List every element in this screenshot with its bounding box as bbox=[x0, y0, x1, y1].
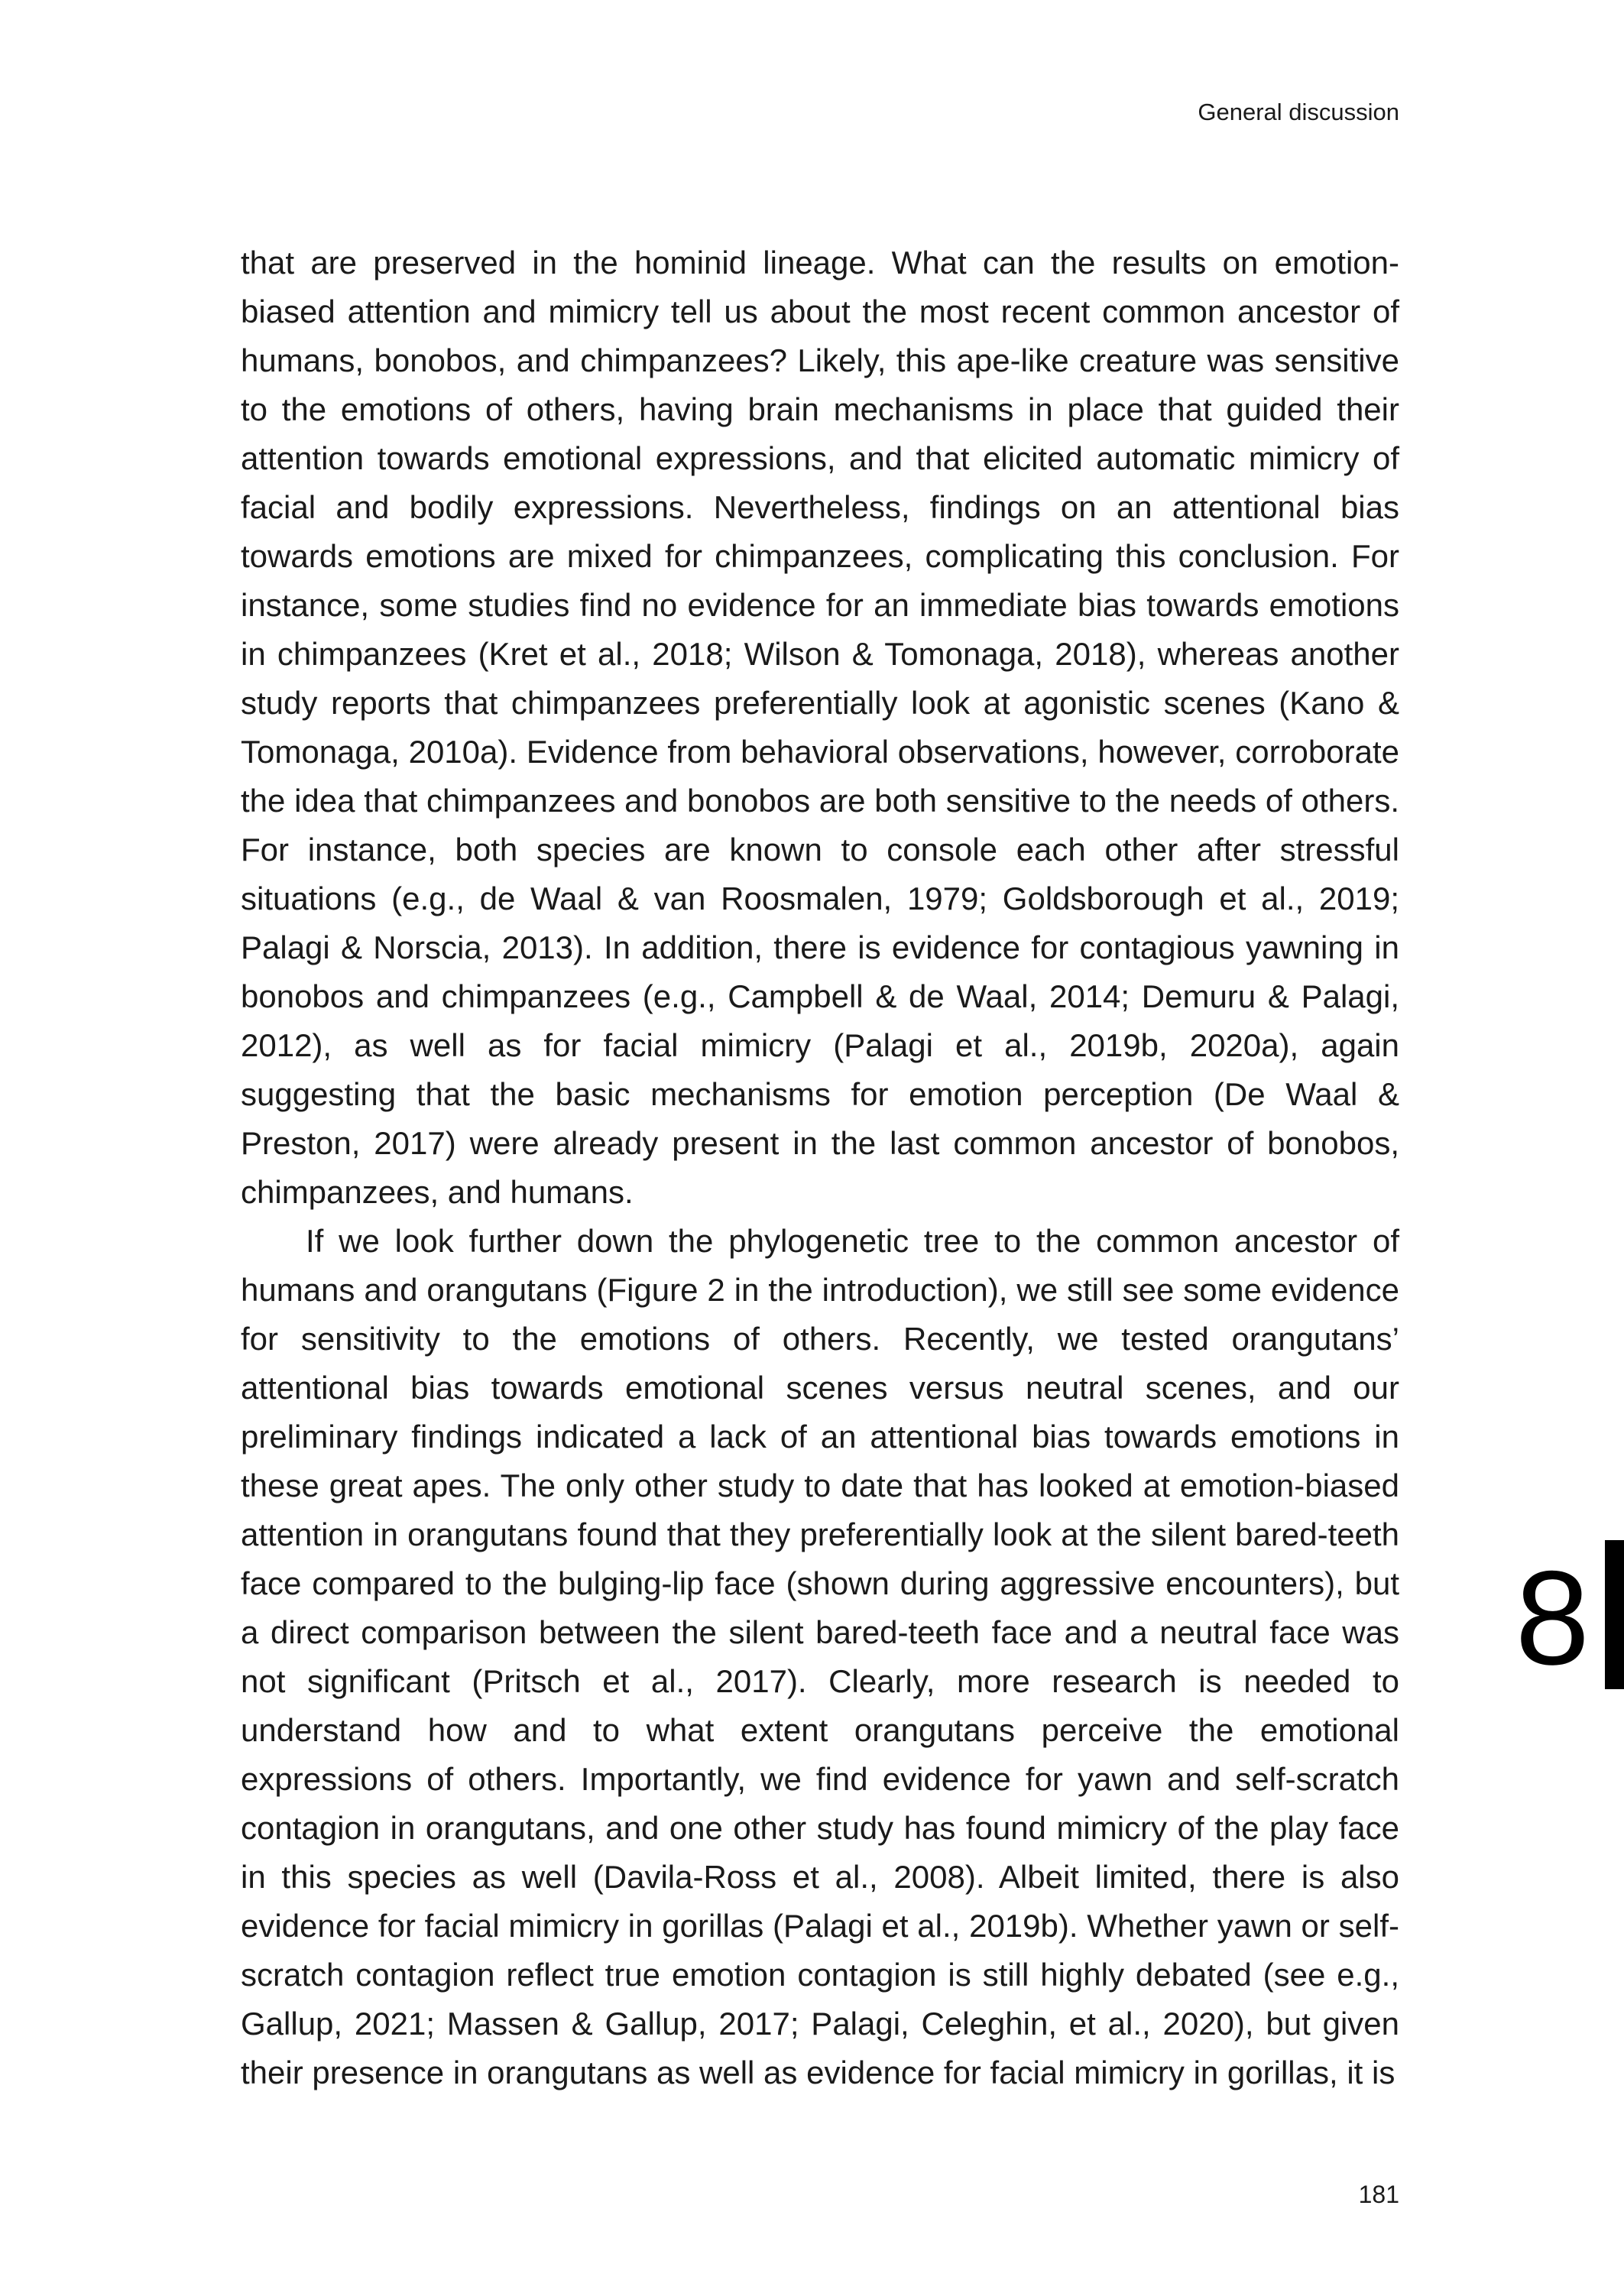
chapter-tab-bar bbox=[1605, 1540, 1624, 1689]
paragraph-1: that are preserved in the hominid lineage. What can the results on emotion-biased attention and mimicry tell us about the most recent common ancestor of humans, bonobos, and chimpanzees? Likely, this ape-like creature was sensitive to the emotions of others, having brain mechanisms in place that guided their attention towards emotional expressions, and that elicited automatic mimicry of facial and bodily expressions. Nevertheless, findings on an attentional bias towards emotions are mixed for chimpanzees, complicating this conclusion. For instance, some studies find no evidence for an immediate bias towards emotions in chimpanzees (Kret et al., 2018; Wilson & Tomonaga, 2018), whereas another study reports that chimpanzees preferentially look at agonistic scenes (Kano & Tomonaga, 2010a). Evidence from behavioral observations, however, corroborate the idea that chimpanzees and bonobos are both sensitive to the needs of others. For instance, both species are known to console each other after stressful situations (e.g., de Waal & van Roosmalen, 1979; Goldsborough et al., 2019; Palagi & Norscia, 2013). In addition, there is evidence for contagious yawning in bonobos and chimpanzees (e.g., Campbell & de Waal, 2014; Demuru & Palagi, 2012), as well as for facial mimicry (Palagi et al., 2019b, 2020a), again suggesting that the basic mechanisms for emotion perception (De Waal & Preston, 2017) were already present in the last common ancestor of bonobos, chimpanzees, and humans. bbox=[241, 245, 1399, 1210]
chapter-number: 8 bbox=[1515, 1544, 1590, 1693]
page-number: 181 bbox=[1358, 2181, 1399, 2208]
paragraph-2: If we look further down the phylogenetic tree to the common ancestor of humans and orangutans (Figure 2 in the introduction), we still see some evidence for sensitivity to the emotions of others. Recently, we tested orangutans’ attentional bias towards emotional scenes versus neutral scenes, and our preliminary findings indicated a lack of an attentional bias towards emotions in these great apes. The only other study to date that has looked at emotion-biased attention in orangutans found that they preferentially look at the silent bared-teeth face compared to the bulging-lip face (shown during aggressive encounters), but a direct comparison between the silent bared-teeth face and a neutral face was not significant (Pritsch et al., 2017). Clearly, more research is needed to understand how and to what extent orangutans perceive the emotional expressions of others. Importantly, we find evidence for yawn and self-scratch contagion in orangutans, and one other study has found mimicry of the play face in this species as well (Davila-Ross et al., 2008). Albeit limited, there is also evidence for facial mimicry in gorillas (Palagi et al., 2019b). Whether yawn or self-scratch contagion reflect true emotion contagion is still highly debated (see e.g., Gallup, 2021; Massen & Gallup, 2017; Palagi, Celeghin, et al., 2020), but given their presence in orangutans as well as evidence for facial mimicry in gorillas, it is bbox=[241, 1223, 1399, 2090]
body-text bbox=[241, 238, 1399, 2097]
running-header: General discussion bbox=[1198, 99, 1399, 125]
